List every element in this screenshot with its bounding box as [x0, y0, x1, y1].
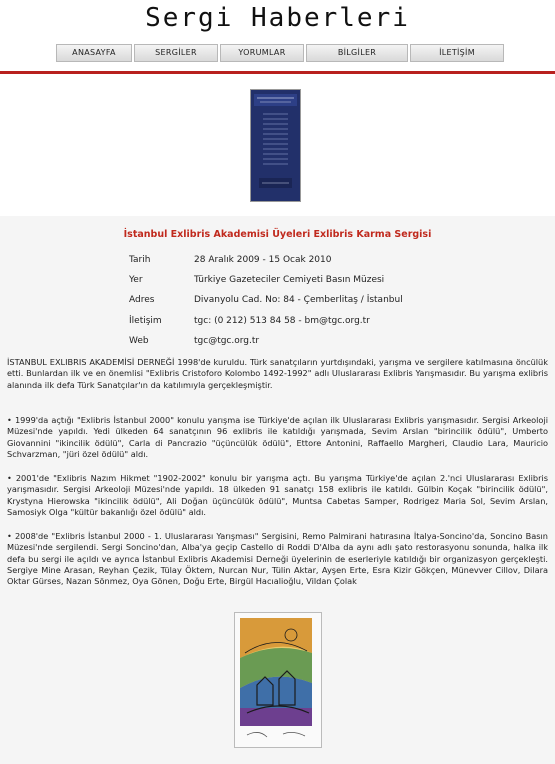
- site-title: Sergi Haberleri: [145, 3, 410, 33]
- body-paragraph-intro: İSTANBUL EXLIBRIS AKADEMİSİ DERNEĞİ 1998'de kuruldu. Türk sanatçıların yurtdışındaki, yarışma ve sergilere katılmasına öncülük etti. Bunlardan ilk ve en önemlisi "Exlibris Cristoforo Kolombo 1492-1992" adlı Uluslararası Exlibris Yarışmasıdır. Bu yarışma exlibris alanında ilk defa Türk Sanatçılar'ın da katılımıyla gerçekleşmiştir.: [7, 357, 548, 390]
- nav-item-iletisim[interactable]: İLETİŞİM: [410, 44, 504, 62]
- nav-item-yorumlar[interactable]: YORUMLAR: [220, 44, 304, 62]
- info-value-venue: Türkiye Gazeteciler Cemiyeti Basın Müzesi: [194, 275, 385, 285]
- info-value-contact: tgc: (0 212) 513 84 58 - bm@tgc.org.tr: [194, 316, 370, 326]
- header-divider: [0, 71, 555, 74]
- info-value-address: Divanyolu Cad. No: 84 - Çemberlitaş / İstanbul: [194, 295, 403, 305]
- info-label-web: Web: [129, 336, 149, 346]
- artwork-graphic: [235, 613, 321, 747]
- info-label-contact: İletişim: [129, 316, 162, 326]
- poster-graphic: [251, 90, 300, 201]
- info-label-venue: Yer: [129, 275, 143, 285]
- info-value-web[interactable]: tgc@tgc.org.tr: [194, 336, 260, 346]
- info-label-date: Tarih: [129, 255, 151, 265]
- main-nav: [56, 44, 499, 62]
- exhibition-poster-image: [250, 89, 301, 202]
- nav-item-anasayfa[interactable]: ANASAYFA: [56, 44, 132, 62]
- body-paragraph-2008: • 2008'de "Exlibris İstanbul 2000 - 1. Uluslararası Yarışması" Sergisini, Remo Palmirani hatırasına İtalya-Soncino'da, Soncino Basın Müzesi'nde sergilendi. Sergi Soncino'dan, Alba'ya geçip Castello di Roddi D'Alba da aynı adlı şato restorasyonu sonunda, halka ilk defa bu sergi ile açıldı ve ayrıca İstanbul Exlibris Akademisi Derneği üyelerinin de eserleriyle katıldığı bir organizasyon gerçekleşti. Sergiye Mine Arasan, Reyhan Çezik, Tülay Öktem, Nurcan Nur, Tülin Aktar, Ayşen Erte, Esra Kizir Gökçen, Münevver Cillov, Dilara Oktar Gürses, Nazan Sönmez, Oya Gönen, Doğu Erte, Birgül Hacıalioğlu, Vildan Çolak: [7, 531, 548, 587]
- info-value-date: 28 Aralık 2009 - 15 Ocak 2010: [194, 255, 332, 265]
- body-paragraph-1999: • 1999'da açtığı "Exlibris İstanbul 2000" konulu yarışma ise Türkiye'de açılan ilk Uluslararası Exlibris yarışmasıdır. Sergisi Arkeoloji Müzesi'nde yapıldı. Yedi ülkeden 64 sanatçının 96 exlibris ile katıldığı yarışmada, Sevim Arslan "birincilik ödülü", Umberto Giovannini "ikincilik ödülü", Carla di Pancrazio "üçüncülük ödülü", Ettore Antonini, Raffaello Margheri, Claudio Lara, Mauricio Schvarzman, "jüri özel ödülü" aldı.: [7, 415, 548, 459]
- exlibris-artwork-image: [234, 612, 322, 748]
- body-paragraph-2001: • 2001'de "Exlibris Nazım Hikmet "1902-2002" konulu bir yarışma açtı. Bu yarışma Türkiye'de açılan 2.'nci Uluslararası Exlibris yarışmasıdır. Sergisi Arkeoloji Müzesi'nde yapıldı. 18 ülkeden 91 sanatçı 158 exlibris ile katıldı. Gülbin Koçak "birincilik ödülü", Krystyna Hierowska "ikincilik ödülü", Ali Doğan üçüncülük ödülü", Muntsa Cabetas Samper, Rodrigez Maria Sol, Sevim Arslan, Samosiyk Olga "kültür bakanlığı özel ödülü" aldı.: [7, 473, 548, 517]
- nav-item-bilgiler[interactable]: BİLGİLER: [306, 44, 408, 62]
- info-label-address: Adres: [129, 295, 155, 305]
- exhibition-title: İstanbul Exlibris Akademisi Üyeleri Exlibris Karma Sergisi: [123, 229, 432, 240]
- nav-item-sergiler[interactable]: SERGİLER: [134, 44, 218, 62]
